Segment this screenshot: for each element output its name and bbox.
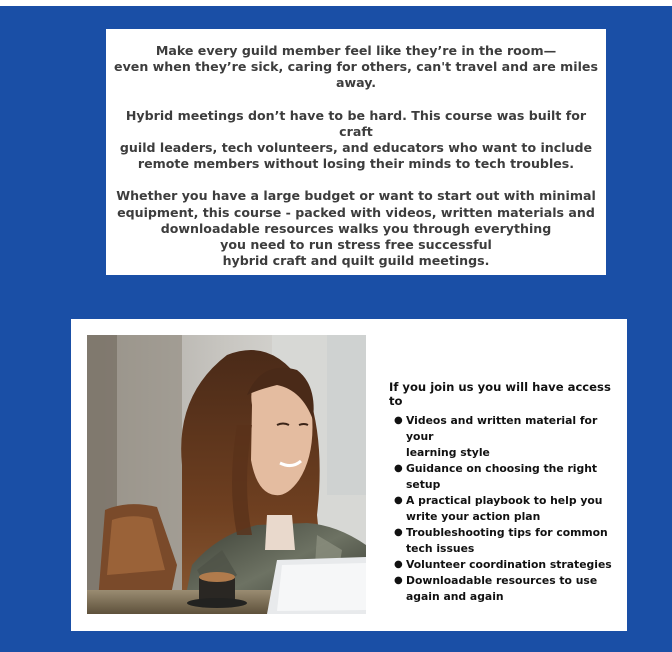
intro-line: guild leaders, tech volunteers, and educators who want to include [119, 140, 593, 156]
woman-with-laptop-photo [87, 335, 366, 614]
bullet-icon: ● [394, 527, 403, 538]
top-border [0, 0, 672, 6]
intro-line: hybrid craft and quilt guild meetings. [222, 253, 490, 269]
bullet-icon: ● [394, 415, 403, 426]
intro-line: remote members without losing their minds to tech troubles. [137, 156, 575, 172]
list-item-text: A practical playbook to help you [406, 494, 603, 507]
list-item-text: Volunteer coordination strategies [406, 558, 612, 571]
intro-line: Make every guild member feel like they’re in the room— [155, 43, 557, 58]
list-item-text: Troubleshooting tips for common [406, 526, 608, 539]
list-item-text: again and again [406, 590, 504, 603]
intro-paragraph-2 [110, 108, 602, 173]
bullet-icon: ● [394, 575, 403, 586]
photo-illustration [87, 335, 366, 614]
intro-line: equipment, this course - packed with videos, written materials and [117, 204, 595, 220]
list-item [389, 573, 623, 605]
intro-card [106, 29, 606, 275]
list-item [389, 413, 623, 461]
intro-paragraph-3 [110, 188, 602, 269]
feature-card [71, 319, 627, 631]
intro-line: you need to run stress free successful [220, 237, 492, 253]
intro-paragraph-1 [110, 43, 602, 92]
list-item [389, 493, 623, 525]
bullet-icon: ● [394, 463, 403, 474]
intro-line: away. [335, 75, 377, 91]
intro-line: even when they’re sick, caring for others, can't travel and are miles [114, 59, 598, 75]
list-item-text: setup [406, 478, 441, 491]
list-item-text: learning style [406, 446, 490, 459]
intro-line: downloadable resources walks you through everything [160, 220, 552, 236]
list-item [389, 461, 623, 493]
list-item-text: write your action plan [406, 510, 541, 523]
list-item [389, 557, 623, 573]
list-item-text: tech issues [406, 542, 475, 555]
list-item-text: Downloadable resources to use [406, 574, 598, 587]
intro-line: Hybrid meetings don’t have to be hard. This course was built for craft [125, 107, 587, 139]
list-item-text: Guidance on choosing the right [406, 462, 598, 475]
intro-line: Whether you have a large budget or want to start out with minimal [116, 188, 596, 204]
bullet-icon: ● [394, 559, 403, 570]
bullet-icon: ● [394, 495, 403, 506]
list-item-text: Videos and written material for your [406, 414, 598, 443]
benefit-list [389, 413, 623, 605]
list-item [389, 525, 623, 557]
access-heading: If you join us you will have access to [389, 380, 611, 408]
